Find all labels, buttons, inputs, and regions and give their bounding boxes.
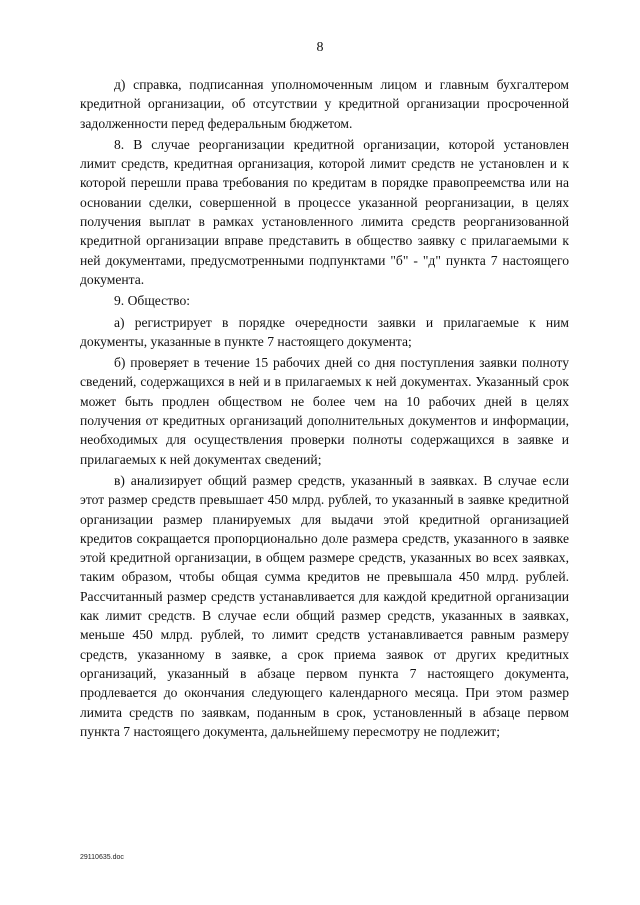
paragraph-9b-verification: б) проверяет в течение 15 рабочих дней со дня поступления заявки полноту сведений, содержащихся в ней и в прилагаемых к ней документах. Указанный срок может быть продлен обществом не более чем на 10 рабочих дней в целях получения от кредитных организаций дополнительных документов и информации, необходимых для осуществления проверки полноты содержащихся в заявке и прилагаемых к ней документах сведений;	[80, 355, 569, 467]
paragraph-9-heading: 9. Общество:	[114, 293, 191, 309]
paragraph-8-reorganization: 8. В случае реорганизации кредитной организации, которой установлен лимит средств, кредитная организация, которой лимит средств не установлен и к которой перешли права требования по кредитам в порядке правопреемства или на основании сделки, совершенной в процессе указанной реорганизации, в целях получения выплат в рамках установленного лимита средств реорганизованной кредитной организации вправе представить в общество заявку с прилагаемыми к ней документами, предусмотренными подпунктами "б" - "д" пункта 7 настоящего документа.	[80, 136, 569, 287]
page-number: 8	[316, 40, 324, 55]
paragraph-9a-registration: а) регистрирует в порядке очередности заявки и прилагаемые к ним документы, указанные в пункте 7 настоящего документа;	[80, 314, 569, 349]
paragraph-d-certificate: д) справка, подписанная уполномоченным лицом и главным бухгалтером кредитной организации, об отсутствии у кредитной организации просроченной задолженности перед федеральным бюджетом.	[80, 77, 569, 131]
paragraph-9v-analysis: в) анализирует общий размер средств, указанный в заявках. В случае если этот размер средств превышает 450 млрд. рублей, то указанный в заявке кредитной организации размер планируемых для выдачи этой кредитной организацией кредитов сокращается пропорционально доле размера средств, указанного в заявке этой кредитной организации, в общем размере средств, указанных во всех заявках, таким образом, чтобы общая сумма кредитов не превышала 450 млрд. рублей. Рассчитанный размер средств устанавливается для каждой кредитной организации как лимит средств. В случае если общий размер средств, указанных в заявках, меньше 450 млрд. рублей, то лимит средств устанавливается равным размеру средств, указанному в заявке, а срок приема заявок от других кредитных организаций, указанный в абзаце первом пункта 7 настоящего документа, продлевается до окончания следующего календарного месяца. При этом размер лимита средств по заявкам, поданным в срок, установленный в абзаце первом пункта 7 настоящего документа, дальнейшему пересмотру не подлежит;	[80, 472, 569, 739]
document-body	[80, 75, 569, 743]
file-name-footer: 29110635.doc	[80, 854, 124, 861]
